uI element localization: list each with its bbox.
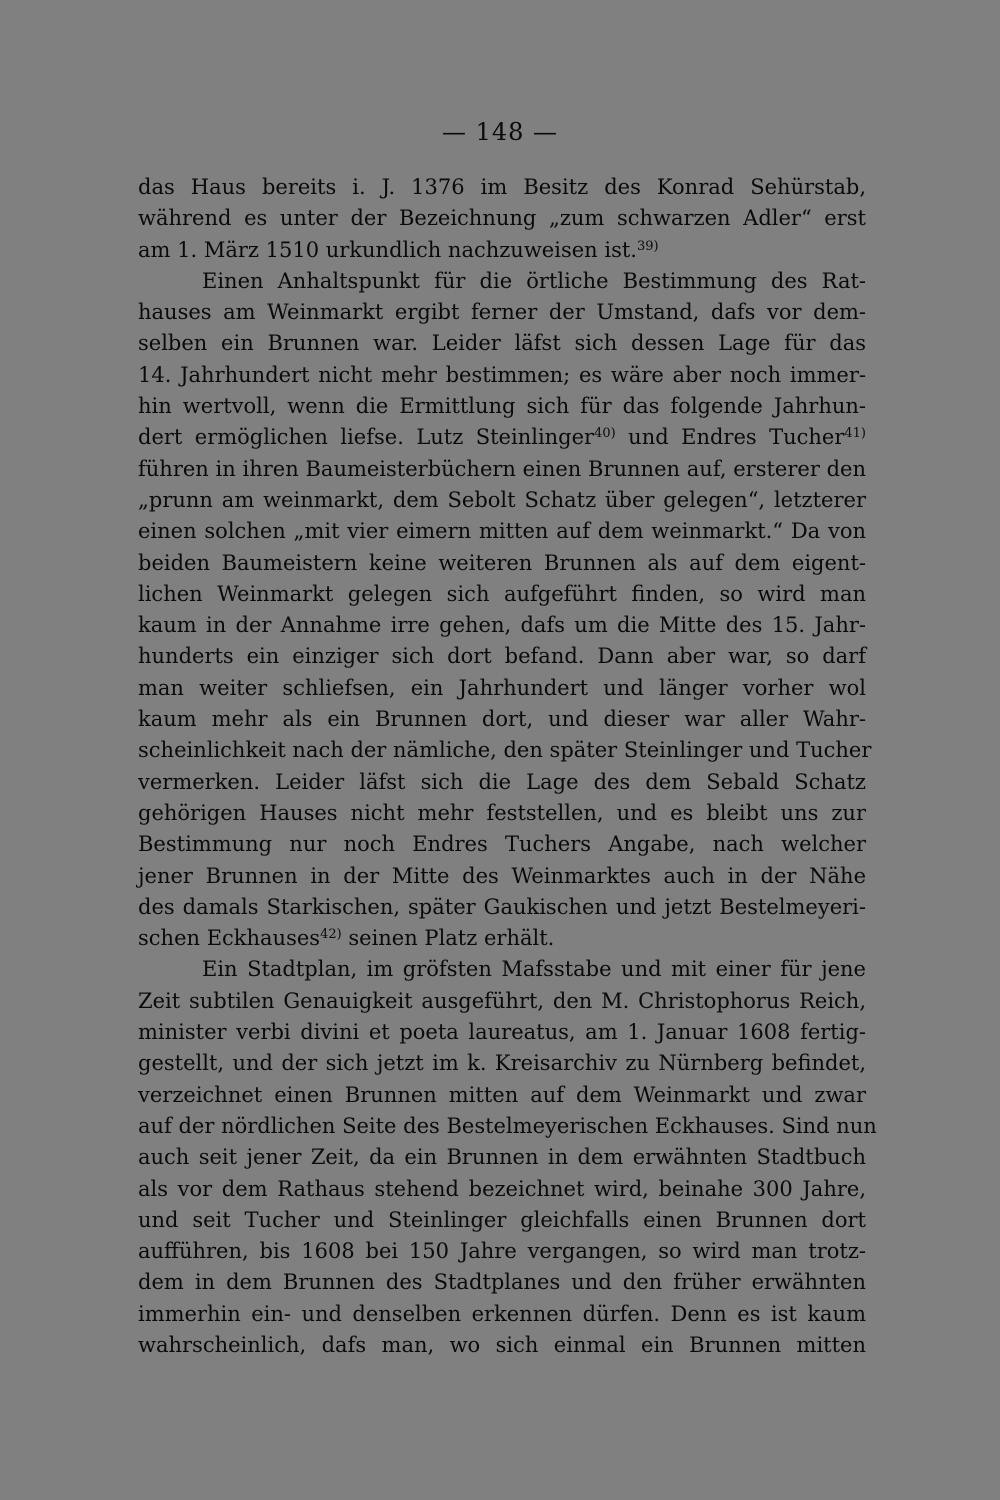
- line-text: Einen Anhaltspunkt für die örtliche Bestimmung des Rat-: [202, 268, 866, 293]
- line-text: hunderts ein einziger sich dort befand. Dann aber war, so darf: [138, 644, 866, 669]
- text-line: [138, 1205, 866, 1236]
- footnote-ref: 40): [594, 426, 616, 442]
- line-text: und seit Tucher und Steinlinger gleichfalls einen Brunnen dort: [138, 1207, 866, 1232]
- line-text: hin wertvoll, wenn die Ermittlung sich für das folgende Jahrhun-: [138, 394, 866, 419]
- line-text: selben ein Brunnen war. Leider läfst sich dessen Lage für das: [138, 331, 866, 356]
- text-line: [138, 579, 866, 610]
- text-line: [138, 235, 866, 266]
- text-line: [138, 172, 866, 203]
- text-line: [138, 1174, 866, 1205]
- line-text: beiden Baumeistern keine weiteren Brunnen als auf dem eigent-: [138, 550, 866, 575]
- text-line: [138, 610, 866, 641]
- line-text: Bestimmung nur noch Endres Tuchers Angabe, nach welcher: [138, 832, 866, 857]
- line-text: Zeit subtilen Genauigkeit ausgeführt, den M. Christophorus Reich,: [138, 988, 866, 1013]
- text-line: [138, 1048, 866, 1079]
- text-line: [138, 673, 866, 704]
- line-text: am 1. März 1510 urkundlich nachzuweisen ist.: [138, 237, 637, 262]
- line-text: dem in dem Brunnen des Stadtplanes und den früher erwähnten: [138, 1270, 866, 1295]
- line-text: immerhin ein- und denselben erkennen dürfen. Denn es ist kaum: [138, 1301, 866, 1326]
- line-text: hauses am Weinmarkt ergibt ferner der Umstand, dafs vor dem-: [138, 300, 866, 325]
- text-line: [138, 1236, 866, 1267]
- line-text: während es unter der Bezeichnung „zum schwarzen Adler“ erst: [138, 206, 866, 231]
- text-line: [138, 798, 866, 829]
- text-line: [138, 1142, 866, 1173]
- line-text: kaum in der Annahme irre gehen, dafs um die Mitte des 15. Jahr-: [138, 613, 866, 638]
- text-line: [138, 892, 866, 923]
- text-line: [138, 454, 866, 485]
- line-text: „prunn am weinmarkt, dem Sebolt Schatz über gelegen“, letzterer: [138, 487, 866, 512]
- text-line: [138, 266, 866, 297]
- page-number: — 148 —: [441, 118, 559, 146]
- line-text: lichen Weinmarkt gelegen sich aufgeführt finden, so wird man: [138, 581, 866, 606]
- line-text: jener Brunnen in der Mitte des Weinmarktes auch in der Nähe: [138, 863, 866, 888]
- line-text: minister verbi divini et poeta laureatus, am 1. Januar 1608 fertig-: [138, 1020, 866, 1045]
- footnote-ref: 42): [320, 927, 342, 943]
- text-line: [138, 735, 872, 766]
- body-text: [138, 172, 877, 1361]
- text-line: [138, 641, 866, 672]
- line-text: dert ermöglichen liefse. Lutz Steinlinger: [138, 425, 595, 450]
- text-line: [138, 485, 866, 516]
- text-line: [138, 1080, 866, 1111]
- text-line: [138, 954, 866, 985]
- line-text: Ein Stadtplan, im gröfsten Mafsstabe und mit einer für jene: [202, 957, 866, 982]
- line-text: gestellt, und der sich jetzt im k. Kreisarchiv zu Nürnberg befindet,: [138, 1051, 866, 1076]
- text-line: [138, 767, 866, 798]
- text-line: [138, 986, 866, 1017]
- line-text: man weiter schliefsen, ein Jahrhundert und länger vorher wol: [138, 675, 866, 700]
- line-text: vermerken. Leider läfst sich die Lage des dem Sebald Schatz: [138, 769, 866, 794]
- line-text: aufführen, bis 1608 bei 150 Jahre vergangen, so wird man trotz-: [138, 1239, 866, 1264]
- line-text: auch seit jener Zeit, da ein Brunnen in dem erwähnten Stadtbuch: [138, 1145, 866, 1170]
- text-line: [138, 1299, 866, 1330]
- line-text: einen solchen „mit vier eimern mitten auf dem weinmarkt.“ Da von: [138, 519, 866, 544]
- line-text: scheinlichkeit nach der nämliche, den später Steinlinger und Tucher: [138, 738, 872, 763]
- text-line: [138, 516, 866, 547]
- text-line: [138, 328, 866, 359]
- line-text-cont: und Endres Tucher: [615, 425, 845, 450]
- line-text: verzeichnet einen Brunnen mitten auf dem Weinmarkt und zwar: [138, 1082, 866, 1107]
- text-line: [138, 1267, 866, 1298]
- text-line: [138, 1017, 866, 1048]
- line-text: des damals Starkischen, später Gaukischen und jetzt Bestelmeyeri-: [138, 894, 866, 919]
- text-line: [138, 704, 866, 735]
- text-line: [138, 548, 866, 579]
- footnote-ref: 39): [636, 238, 659, 254]
- line-text: gehörigen Hauses nicht mehr feststellen, und es bleibt uns zur: [138, 800, 866, 825]
- line-text: 14. Jahrhundert nicht mehr bestimmen; es wäre aber noch immer-: [138, 362, 866, 387]
- line-text: führen in ihren Baumeisterbüchern einen Brunnen auf, ersterer den: [138, 456, 866, 481]
- text-line: [138, 203, 866, 234]
- text-line: [138, 422, 866, 453]
- text-line: [138, 861, 866, 892]
- text-line: [138, 391, 866, 422]
- line-text-cont: seinen Platz erhält.: [341, 926, 555, 951]
- text-line: [138, 1111, 877, 1142]
- line-text: wahrscheinlich, dafs man, wo sich einmal ein Brunnen mitten: [138, 1332, 866, 1357]
- line-text: kaum mehr als ein Brunnen dort, und dieser war aller Wahr-: [138, 707, 866, 732]
- text-line: [138, 829, 866, 860]
- text-line: [138, 1330, 866, 1361]
- line-text: schen Eckhauses: [138, 926, 321, 951]
- line-text: das Haus bereits i. J. 1376 im Besitz des Konrad Sehürstab,: [138, 175, 866, 199]
- text-line: [138, 360, 866, 391]
- text-line: [138, 923, 866, 954]
- text-line: [138, 297, 866, 328]
- line-text: als vor dem Rathaus stehend bezeichnet wird, beinahe 300 Jahre,: [138, 1176, 866, 1201]
- footnote-ref: 41): [844, 426, 866, 442]
- line-text: auf der nördlichen Seite des Bestelmeyerischen Eckhauses. Sind nun: [138, 1113, 877, 1138]
